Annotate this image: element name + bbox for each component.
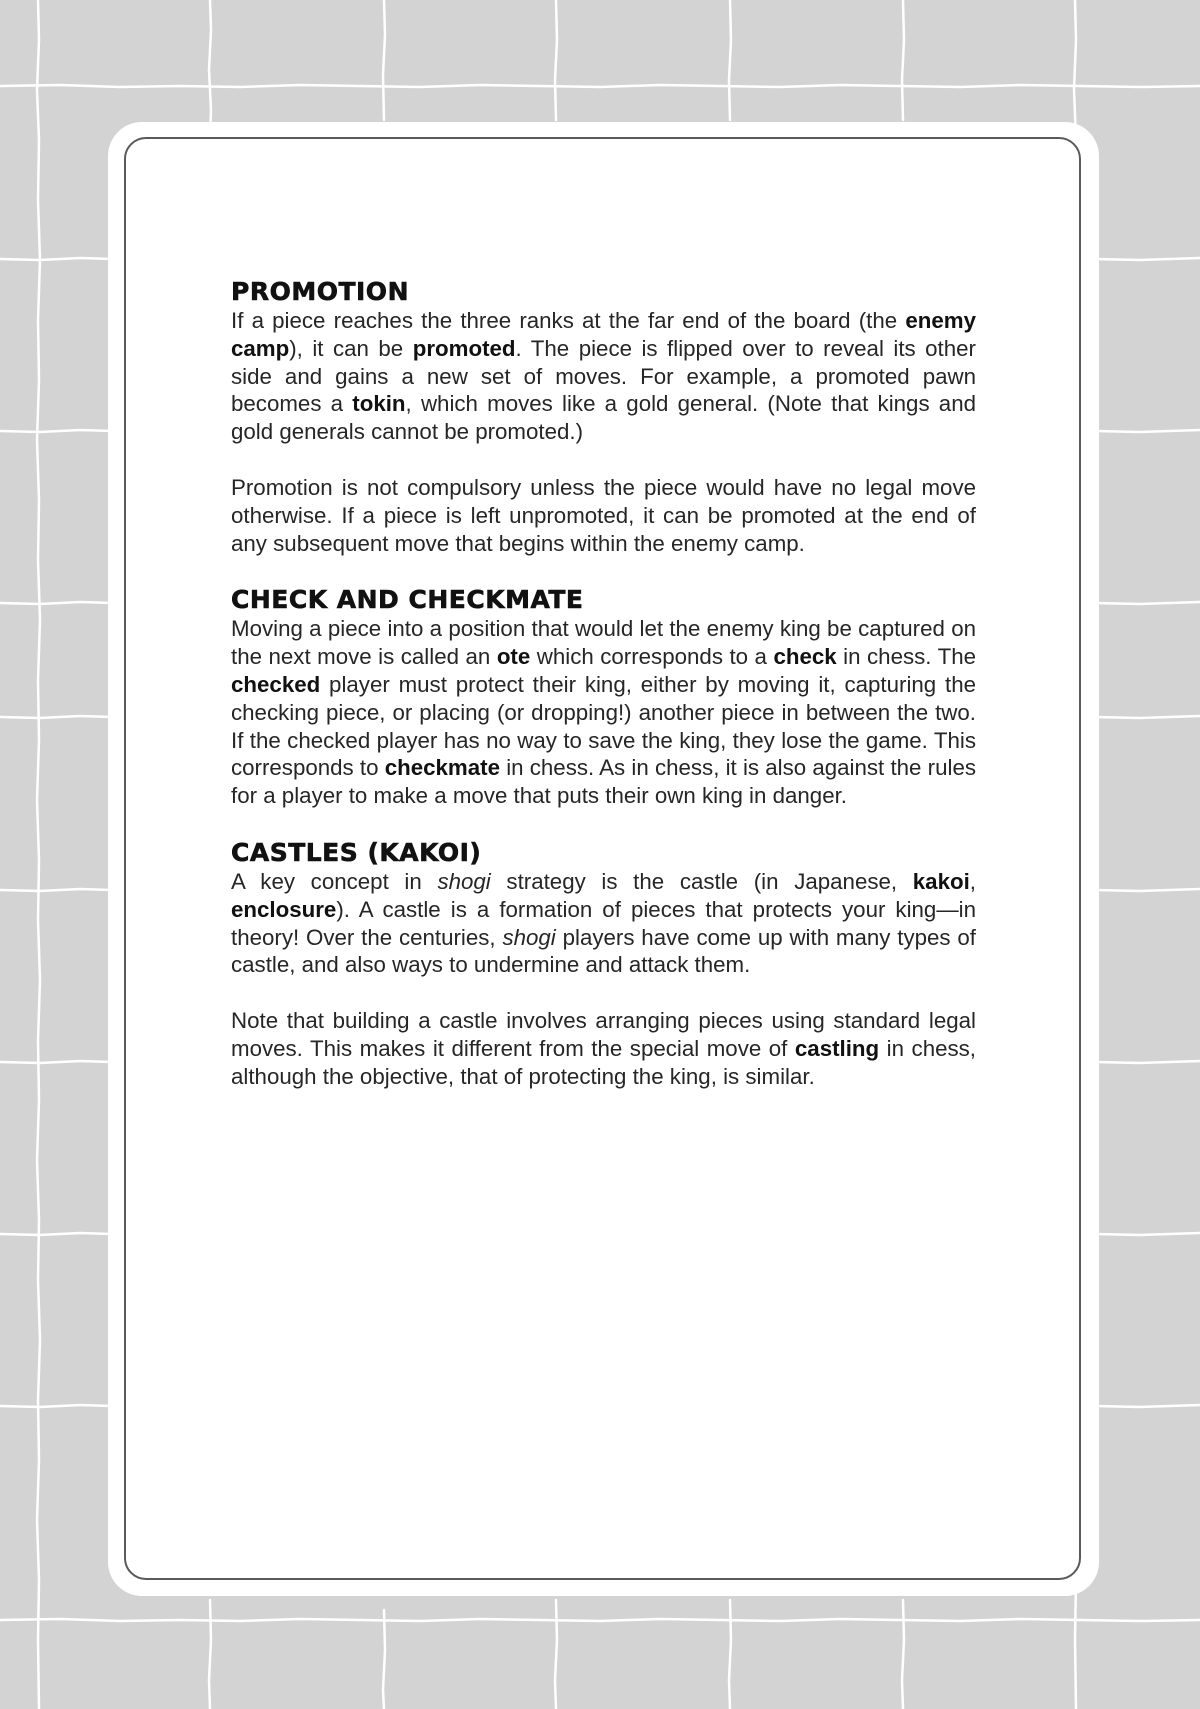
text-run: in chess. As in chess, it is also against the rules for a player to make a move that puts their own king in danger.	[231, 755, 976, 809]
text-run: player must protect their king, either by moving it, capturing the checking piece, or placing (or dropping!) another piece in between the two. If the checked player has no way to save the king, they lose the game. This corresponds to	[231, 671, 976, 781]
paragraph	[231, 615, 976, 810]
bold-term: tokin	[352, 391, 406, 417]
section-heading: CASTLES (KAKOI)	[231, 837, 482, 867]
text-run: A key concept in	[231, 868, 438, 894]
italic-term: shogi	[437, 868, 491, 894]
text-run: , which moves like a gold general. (Note that kings and gold generals cannot be promoted.)	[231, 391, 976, 445]
text-run: ,	[969, 868, 976, 894]
text-run: ), it can be	[289, 335, 413, 361]
text-run: ). A castle is a formation of pieces that protects your king—in theory! Over the centuries,	[231, 896, 976, 950]
bold-term: promoted	[412, 335, 516, 361]
section-heading: PROMOTION	[231, 277, 409, 306]
paragraph	[231, 307, 976, 446]
text-run: If a piece reaches the three ranks at the far end of the board (the	[231, 308, 906, 333]
text-run: which corresponds to a	[530, 644, 774, 670]
text-run: strategy is the castle (in Japanese,	[490, 868, 913, 894]
section-promotion	[231, 277, 976, 557]
paragraph	[231, 868, 976, 979]
italic-term: shogi	[502, 924, 556, 950]
text-run: Moving a piece into a position that would let the enemy king be captured on the next move is called an	[231, 616, 976, 670]
text-run: in chess. The	[836, 644, 976, 670]
bold-term: enemy camp	[231, 308, 976, 361]
bold-term: castling	[794, 1035, 880, 1061]
bold-term: checkmate	[384, 755, 500, 781]
section-heading: CHECK AND CHECKMATE	[231, 585, 584, 615]
bold-term: checked	[231, 671, 321, 697]
text-run: Note that building a castle involves arranging pieces using standard legal moves. This makes it different from the special move of	[231, 1008, 976, 1061]
text-run: in chess, although the objective, that of protecting the king, is similar.	[231, 1035, 976, 1089]
bold-term: enclosure	[231, 896, 337, 922]
bold-term: kakoi	[912, 868, 970, 894]
bold-term: check	[773, 644, 837, 670]
text-run: Promotion is not compulsory unless the piece would have no legal move otherwise. If a piece is left unpromoted, it can be promoted at the end of any subsequent move that begins within the enemy camp.	[231, 474, 976, 556]
rules-content	[231, 277, 976, 1119]
section-castles-kakoi	[231, 838, 976, 1091]
paragraph	[231, 1007, 976, 1090]
text-run: . The piece is flipped over to reveal its other side and gains a new set of moves. For example, a promoted pawn becomes a	[231, 335, 976, 417]
text-run: players have come up with many types of castle, and also ways to undermine and attack them.	[231, 924, 976, 978]
bold-term: ote	[496, 644, 531, 670]
section-check-and-checkmate	[231, 585, 976, 810]
paragraph	[231, 474, 976, 557]
